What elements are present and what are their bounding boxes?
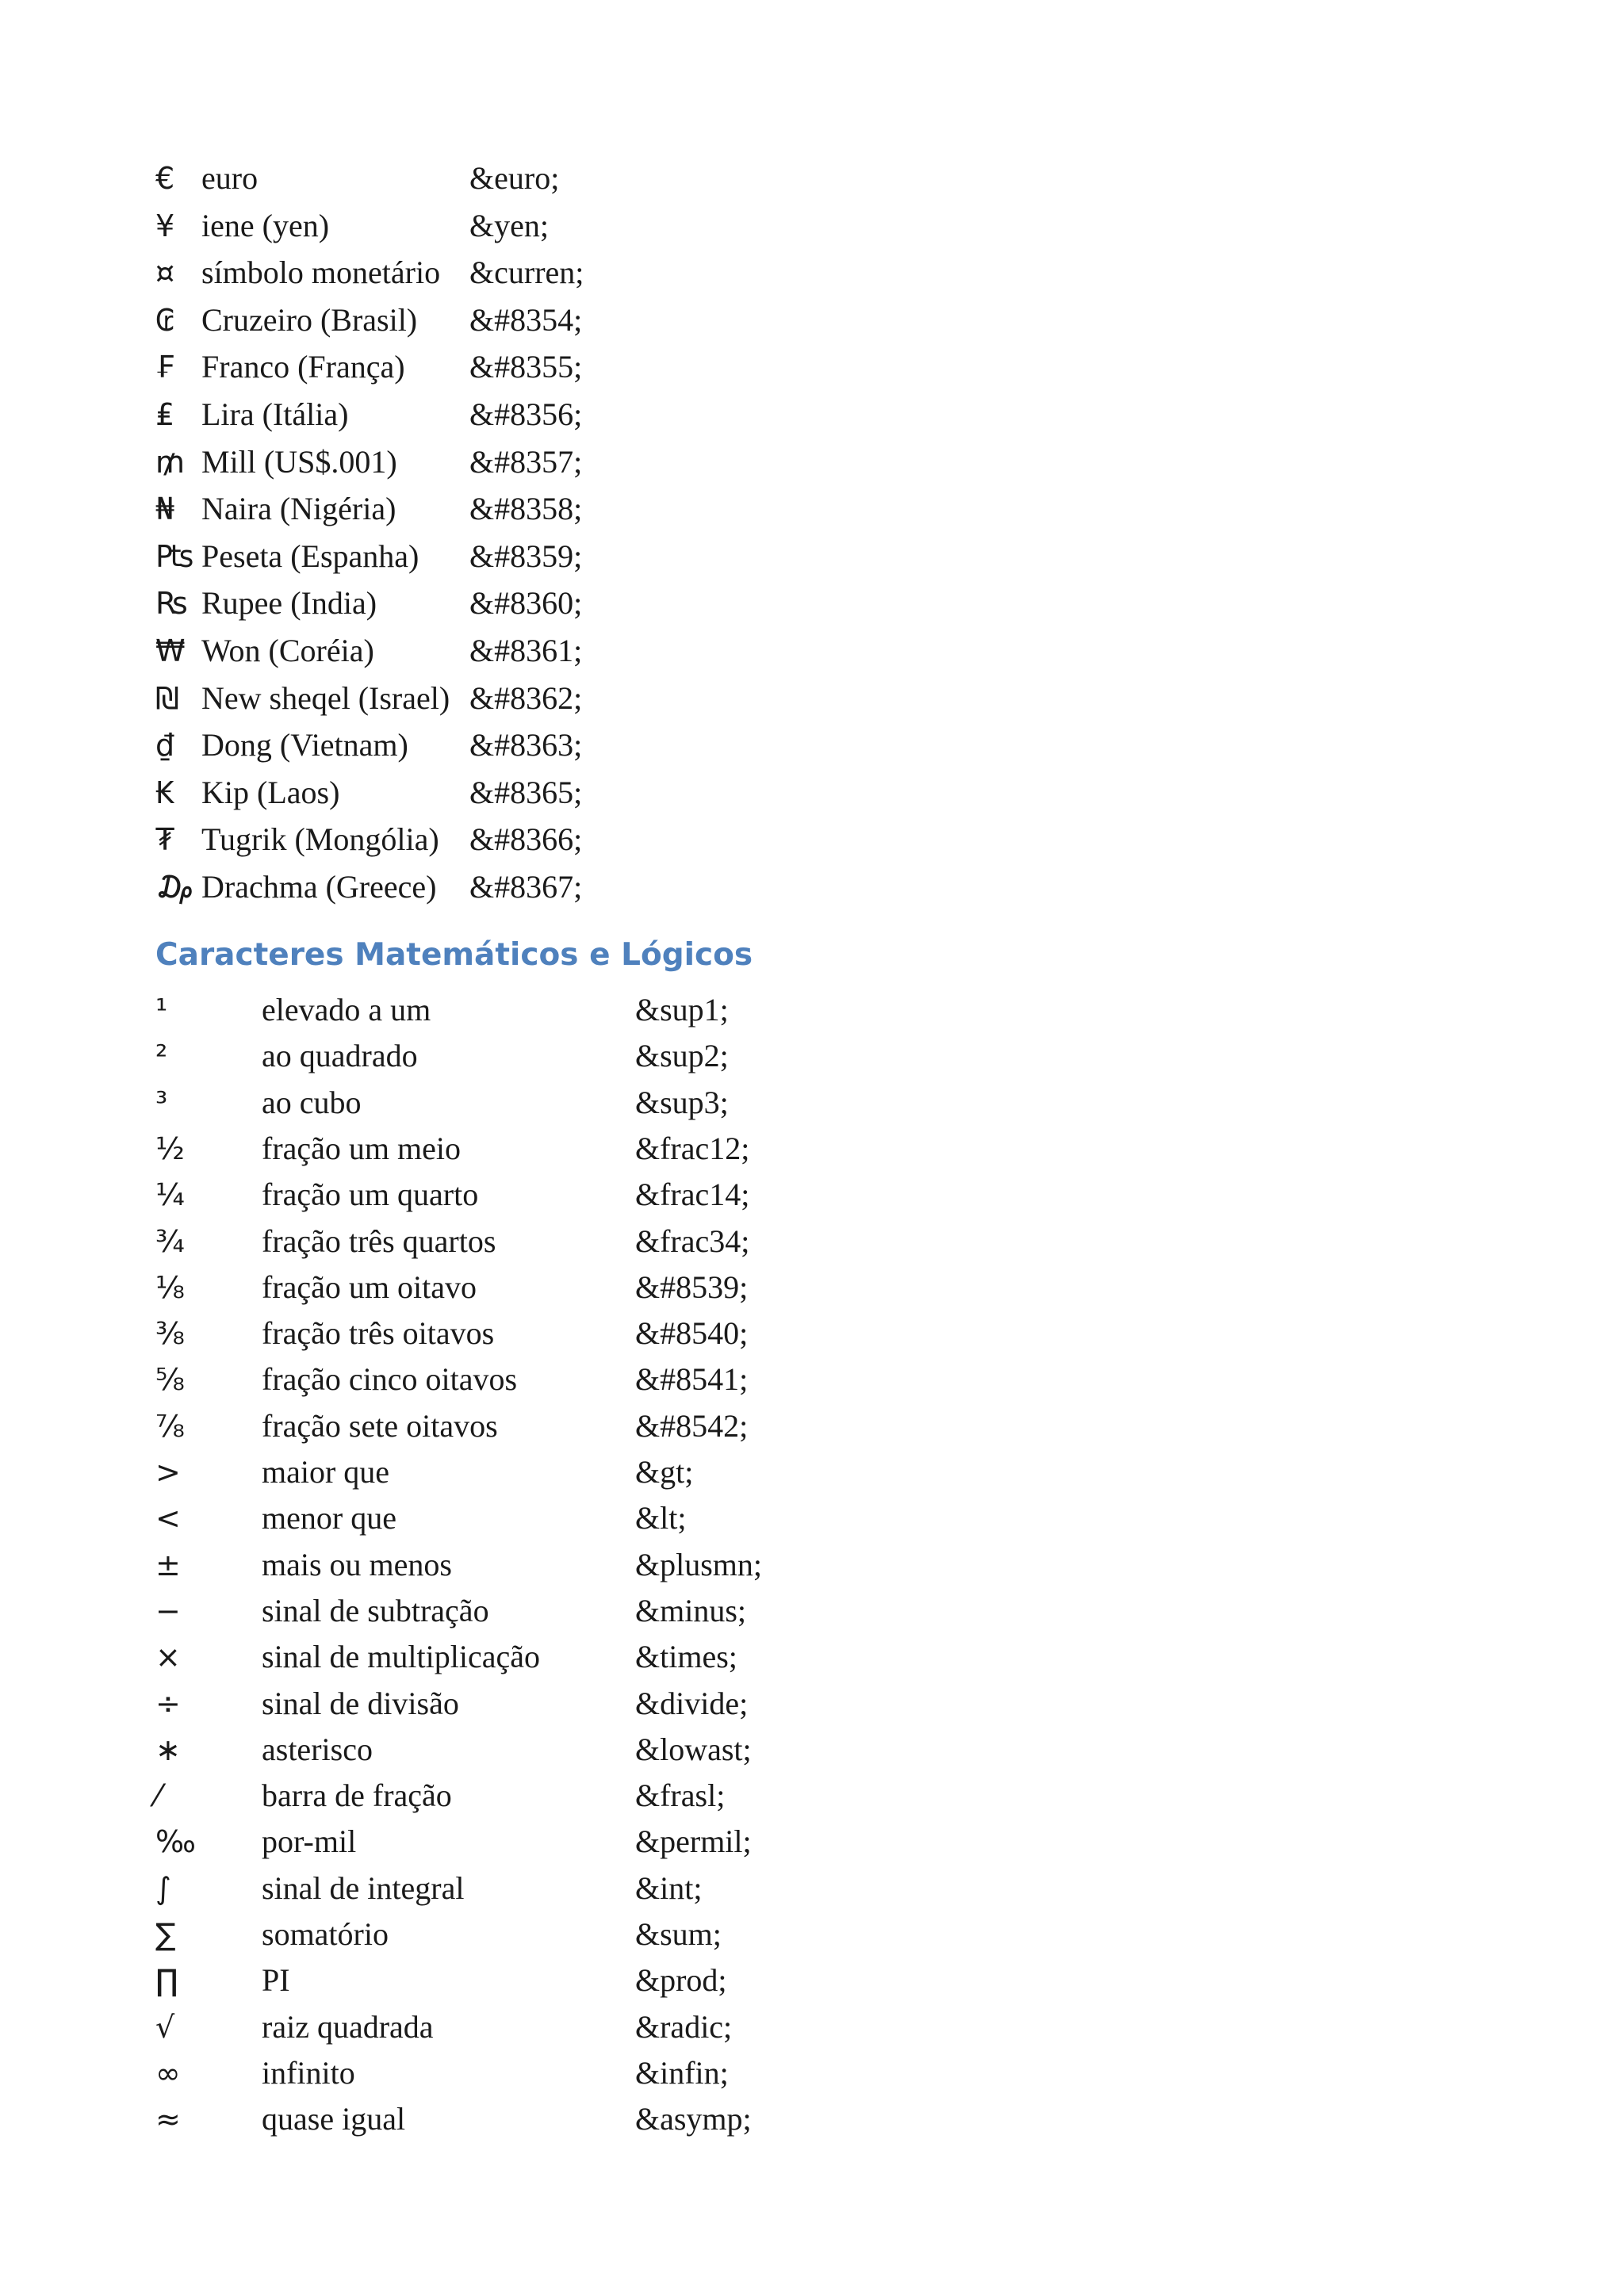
entity-code: &permil; <box>635 1823 752 1860</box>
symbol-glyph: ₣ <box>155 350 175 385</box>
symbol-name: fração um oitavo <box>262 1269 477 1305</box>
table-row <box>0 392 1624 438</box>
entity-code: &yen; <box>469 207 549 243</box>
table-row <box>0 1265 1624 1311</box>
entity-code: &#8540; <box>635 1315 749 1352</box>
symbol-glyph: ₫ <box>155 728 175 763</box>
symbol-glyph: ∗ <box>155 1732 181 1767</box>
entity-code: &#8363; <box>469 727 583 763</box>
symbol-name: Lira (Itália) <box>201 396 349 432</box>
symbol-name: sinal de multiplicação <box>262 1639 540 1675</box>
entity-code: &minus; <box>635 1592 747 1628</box>
table-row <box>0 297 1624 343</box>
table-row <box>0 1773 1624 1819</box>
entity-code: &times; <box>635 1639 737 1675</box>
entity-code: &lowast; <box>635 1731 752 1767</box>
symbol-glyph: ³ <box>155 1085 168 1120</box>
entity-code: &#8541; <box>635 1361 749 1398</box>
entity-code: &#8356; <box>469 396 583 432</box>
symbol-glyph: ± <box>155 1547 181 1582</box>
symbol-glyph: ∏ <box>155 1963 178 1999</box>
symbol-glyph: ‰ <box>155 1824 196 1860</box>
table-row <box>0 864 1624 910</box>
table-row <box>0 1542 1624 1588</box>
symbol-name: maior que <box>262 1454 390 1490</box>
table-row <box>0 1126 1624 1172</box>
symbol-name: barra de fração <box>262 1777 452 1814</box>
symbol-name: Dong (Vietnam) <box>201 727 408 763</box>
table-row <box>0 770 1624 816</box>
symbol-name: Tugrik (Mongólia) <box>201 821 439 858</box>
table-row <box>0 580 1624 626</box>
symbol-name: raiz quadrada <box>262 2008 434 2045</box>
entity-code: &#8366; <box>469 821 583 858</box>
entity-code: &asymp; <box>635 2101 752 2137</box>
table-row <box>0 2004 1624 2050</box>
symbol-name: Mill (US$.001) <box>201 443 397 480</box>
symbol-glyph: ² <box>155 1039 168 1074</box>
symbol-glyph: ∞ <box>155 2055 181 2091</box>
entity-code: &frac14; <box>635 1177 750 1213</box>
entity-code: &frac34; <box>635 1223 750 1259</box>
table-row <box>0 2096 1624 2142</box>
entity-code: &#8539; <box>635 1269 749 1305</box>
symbol-name: elevado a um <box>262 992 431 1027</box>
symbol-glyph: ₭ <box>155 775 175 810</box>
table-row <box>0 1866 1624 1911</box>
symbol-name: Cruzeiro (Brasil) <box>201 301 418 338</box>
symbol-name: Kip (Laos) <box>201 774 340 810</box>
table-row <box>0 987 1624 1033</box>
symbol-name: menor que <box>262 1500 396 1536</box>
symbol-glyph: − <box>155 1593 181 1628</box>
symbol-glyph: ₨ <box>155 586 188 622</box>
symbol-glyph: ∑ <box>155 1917 176 1952</box>
table-row <box>0 203 1624 249</box>
symbol-glyph: € <box>155 161 175 196</box>
table-row <box>0 1219 1624 1265</box>
table-row <box>0 344 1624 390</box>
entity-code: &int; <box>635 1869 703 1906</box>
symbol-name: fração cinco oitavos <box>262 1361 518 1398</box>
table-row <box>0 1357 1624 1402</box>
symbol-glyph: ₪ <box>155 680 179 716</box>
symbol-name: quase igual <box>262 2101 406 2137</box>
entity-code: &sup2; <box>635 1038 729 1074</box>
symbol-glyph: ¼ <box>155 1177 185 1213</box>
table-row <box>0 1681 1624 1727</box>
symbol-name: ao cubo <box>262 1084 362 1120</box>
symbol-glyph: ¹ <box>155 993 168 1027</box>
table-row <box>0 250 1624 296</box>
symbol-name: asterisco <box>262 1731 373 1767</box>
table-row <box>0 1172 1624 1218</box>
symbol-glyph: ₩ <box>155 633 186 668</box>
table-row <box>0 2050 1624 2096</box>
symbol-name: euro <box>201 160 259 196</box>
symbol-glyph: ₦ <box>155 492 175 527</box>
symbol-glyph: √ <box>155 2009 175 2045</box>
entity-code: &#8367; <box>469 869 583 905</box>
entity-code: &#8357; <box>469 443 583 480</box>
entity-code: &infin; <box>635 2054 729 2091</box>
symbol-name: fração um quarto <box>262 1177 479 1213</box>
entity-code: &curren; <box>469 254 584 291</box>
entity-code: &frasl; <box>635 1777 726 1814</box>
symbol-name: fração três oitavos <box>262 1315 495 1352</box>
table-row <box>0 817 1624 863</box>
symbol-name: fração um meio <box>262 1130 461 1166</box>
table-row <box>0 628 1624 674</box>
symbol-glyph: × <box>155 1640 181 1675</box>
symbol-glyph: ⅛ <box>155 1269 185 1305</box>
symbol-glyph: ₮ <box>155 822 175 858</box>
symbol-glyph: ⅜ <box>155 1316 185 1352</box>
symbol-glyph: ½ <box>155 1131 185 1166</box>
table-row <box>0 1403 1624 1449</box>
symbol-glyph: ⁄ <box>155 1778 161 1814</box>
symbol-name: infinito <box>262 2054 355 2091</box>
table-row <box>0 1634 1624 1680</box>
entity-code: &lt; <box>635 1500 687 1536</box>
section-heading-math: Caracteres Matemáticos e Lógicos <box>155 937 753 973</box>
symbol-name: Peseta (Espanha) <box>201 538 419 574</box>
symbol-glyph: ₧ <box>155 538 194 574</box>
symbol-name: somatório <box>262 1916 389 1952</box>
symbol-name: Rupee (India) <box>201 585 377 622</box>
table-row <box>0 1449 1624 1495</box>
entity-code: &divide; <box>635 1685 749 1721</box>
symbol-name: sinal de integral <box>262 1869 465 1906</box>
symbol-glyph: < <box>155 1501 181 1536</box>
symbol-glyph: ∫ <box>155 1870 171 1906</box>
table-row <box>0 155 1624 201</box>
symbol-name: Naira (Nigéria) <box>201 491 396 527</box>
symbol-name: sinal de divisão <box>262 1685 459 1721</box>
entity-code: &#8365; <box>469 774 583 810</box>
symbol-glyph: ₥ <box>155 444 186 480</box>
entity-code: &prod; <box>635 1962 727 1999</box>
table-row <box>0 1311 1624 1357</box>
symbol-name: iene (yen) <box>201 207 330 243</box>
table-row <box>0 486 1624 532</box>
entity-code: &sup1; <box>635 992 729 1027</box>
symbol-name: símbolo monetário <box>201 254 441 291</box>
symbol-glyph: ¥ <box>155 208 175 243</box>
symbol-glyph: ₤ <box>155 397 175 432</box>
table-row <box>0 1911 1624 1957</box>
symbol-glyph: ₯ <box>155 870 194 905</box>
symbol-glyph: ₢ <box>155 302 175 338</box>
entity-code: &euro; <box>469 160 560 196</box>
entity-code: &frac12; <box>635 1130 750 1166</box>
entity-code: &#8361; <box>469 633 583 668</box>
entity-code: &#8360; <box>469 585 583 622</box>
table-row <box>0 1957 1624 2003</box>
entity-code: &plusmn; <box>635 1546 763 1582</box>
table-row <box>0 675 1624 721</box>
symbol-name: PI <box>262 1962 290 1999</box>
table-row <box>0 534 1624 580</box>
table-row <box>0 1080 1624 1126</box>
symbol-glyph: ⅞ <box>155 1408 185 1444</box>
symbol-name: sinal de subtração <box>262 1592 489 1628</box>
symbol-name: Franco (França) <box>201 349 405 385</box>
entity-code: &gt; <box>635 1454 694 1490</box>
table-row <box>0 1819 1624 1865</box>
entity-code: &#8362; <box>469 679 583 716</box>
symbol-glyph: ¾ <box>155 1223 185 1259</box>
entity-code: &#8355; <box>469 349 583 385</box>
entity-code: &#8354; <box>469 301 583 338</box>
symbol-name: Drachma (Greece) <box>201 869 437 905</box>
entity-code: &sup3; <box>635 1084 729 1120</box>
entity-code: &#8359; <box>469 538 583 574</box>
table-row <box>0 1588 1624 1634</box>
table-row <box>0 1727 1624 1773</box>
symbol-name: New sheqel (Israel) <box>201 679 450 716</box>
table-row <box>0 722 1624 768</box>
symbol-glyph: ≈ <box>155 2102 181 2137</box>
table-row <box>0 439 1624 485</box>
symbol-name: Won (Coréia) <box>201 633 374 668</box>
symbol-name: ao quadrado <box>262 1038 418 1074</box>
table-row <box>0 1495 1624 1541</box>
symbol-name: fração sete oitavos <box>262 1407 498 1444</box>
entity-code: &#8542; <box>635 1407 749 1444</box>
entity-code: &#8358; <box>469 491 583 527</box>
symbol-name: por-mil <box>262 1823 357 1860</box>
table-row <box>0 1033 1624 1079</box>
symbol-name: mais ou menos <box>262 1546 452 1582</box>
symbol-glyph: ÷ <box>155 1686 181 1721</box>
entity-code: &sum; <box>635 1916 722 1952</box>
symbol-name: fração três quartos <box>262 1223 496 1259</box>
entity-code: &radic; <box>635 2008 733 2045</box>
symbol-glyph: > <box>155 1455 181 1490</box>
symbol-glyph: ⅝ <box>155 1362 185 1398</box>
symbol-glyph: ¤ <box>155 255 175 291</box>
